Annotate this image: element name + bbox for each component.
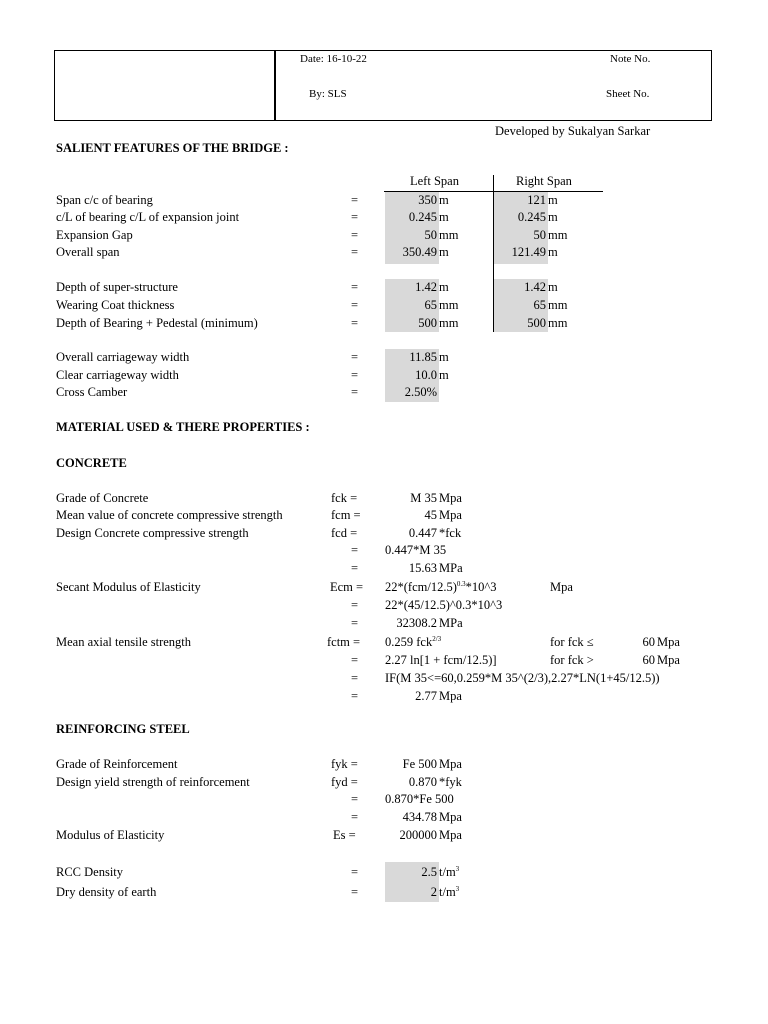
right-value: 121 bbox=[527, 193, 546, 207]
fyd-result: 434.78 bbox=[402, 810, 437, 824]
steel-title: REINFORCING STEEL bbox=[56, 722, 190, 736]
secant-eq-3: = bbox=[351, 616, 359, 630]
right-unit: m bbox=[548, 245, 558, 259]
row-label: Depth of Bearing + Pedestal (minimum) bbox=[56, 316, 258, 330]
grade-steel-unit: Mpa bbox=[439, 757, 462, 771]
grade-concrete-symbol: fck = bbox=[331, 491, 358, 505]
left-value: 11.85 bbox=[409, 350, 437, 364]
secant-formula-base: 22*(fcm/12.5) bbox=[385, 580, 457, 594]
right-value: 0.245 bbox=[517, 210, 546, 224]
left-value: 350 bbox=[418, 193, 437, 207]
row-eq: = bbox=[351, 193, 359, 207]
row-label: Expansion Gap bbox=[56, 228, 133, 242]
secant-result: 32308.2 bbox=[396, 616, 437, 630]
left-value: 0.245 bbox=[408, 210, 437, 224]
fyd-value: 0.870 bbox=[408, 775, 437, 789]
grade-steel-value: Fe 500 bbox=[402, 757, 437, 771]
left-unit: mm bbox=[439, 316, 459, 330]
secant-result-unit: MPa bbox=[439, 616, 463, 630]
tensile-limit-1-unit: Mpa bbox=[657, 635, 680, 649]
tensile-condition-2: for fck > bbox=[550, 653, 594, 667]
header-by: By: SLS bbox=[309, 88, 347, 100]
grade-steel-label: Grade of Reinforcement bbox=[56, 757, 178, 771]
fyd-expression: 0.870*Fe 500 bbox=[385, 792, 454, 806]
concrete-title: CONCRETE bbox=[56, 456, 127, 470]
secant-symbol: Ecm = bbox=[330, 580, 364, 594]
es-value: 200000 bbox=[399, 828, 437, 842]
grade-concrete-value: M 35 bbox=[410, 491, 437, 505]
tensile-limit-2-unit: Mpa bbox=[657, 653, 680, 667]
left-unit: mm bbox=[439, 228, 459, 242]
left-value: 10.0 bbox=[415, 368, 437, 382]
tensile-result-unit: Mpa bbox=[439, 689, 462, 703]
design-strength-unit: *fck bbox=[439, 526, 462, 540]
tensile-formula-1 bbox=[385, 635, 441, 650]
secant-formula-2: 22*(45/12.5)^0.3*10^3 bbox=[385, 598, 503, 612]
header-note-no: Note No. bbox=[610, 53, 651, 65]
grade-concrete-unit: Mpa bbox=[439, 491, 462, 505]
fyd-eq-2: = bbox=[351, 810, 359, 824]
fyd-unit: *fyk bbox=[439, 775, 462, 789]
right-value: 121.49 bbox=[511, 245, 546, 259]
left-unit: m bbox=[439, 245, 449, 259]
left-value: 65 bbox=[424, 298, 437, 312]
secant-label: Secant Modulus of Elasticity bbox=[56, 580, 201, 594]
tensile-condition-1: for fck ≤ bbox=[550, 635, 594, 649]
earth-density-label: Dry density of earth bbox=[56, 885, 157, 899]
fyd-label: Design yield strength of reinforcement bbox=[56, 775, 250, 789]
row-eq: = bbox=[351, 298, 359, 312]
fyd-result-unit: Mpa bbox=[439, 810, 462, 824]
header-sheet-no: Sheet No. bbox=[606, 88, 650, 100]
tensile-limit-2: 60 bbox=[642, 653, 655, 667]
left-unit: m bbox=[439, 193, 449, 207]
rcc-density-eq: = bbox=[351, 865, 359, 879]
left-value: 50 bbox=[424, 228, 437, 242]
left-unit: m bbox=[439, 368, 449, 382]
rcc-density-label: RCC Density bbox=[56, 865, 124, 879]
developer-credit: Developed by Sukalyan Sarkar bbox=[495, 124, 651, 138]
tensile-limit-1: 60 bbox=[642, 635, 655, 649]
design-strength-value: 0.447 bbox=[408, 526, 437, 540]
design-result-unit: MPa bbox=[439, 561, 463, 575]
row-label: Span c/c of bearing bbox=[56, 193, 153, 207]
row-label: Overall carriageway width bbox=[56, 350, 190, 364]
row-label: Cross Camber bbox=[56, 385, 128, 399]
es-unit: Mpa bbox=[439, 828, 462, 842]
tensile-symbol: fctm = bbox=[327, 635, 361, 649]
right-unit: m bbox=[548, 280, 558, 294]
row-eq: = bbox=[351, 245, 359, 259]
secant-unit: Mpa bbox=[550, 580, 573, 594]
tensile-formula-exponent: 2/3 bbox=[432, 634, 442, 643]
mean-strength-symbol: fcm = bbox=[331, 508, 361, 522]
right-unit: mm bbox=[548, 316, 568, 330]
fyd-eq-1: = bbox=[351, 792, 359, 806]
row-eq: = bbox=[351, 368, 359, 382]
header-date: Date: 16-10-22 bbox=[300, 53, 367, 65]
left-unit: m bbox=[439, 280, 449, 294]
design-strength-label: Design Concrete compressive strength bbox=[56, 526, 249, 540]
rcc-density-value: 2.5 bbox=[421, 865, 437, 879]
mean-strength-label: Mean value of concrete compressive strength bbox=[56, 508, 283, 522]
rcc-density-unit-exponent: 3 bbox=[455, 864, 460, 873]
tensile-formula-3: IF(M 35<=60,0.259*M 35^(2/3),2.27*LN(1+45/12.5)) bbox=[385, 671, 660, 685]
row-label: Wearing Coat thickness bbox=[56, 298, 175, 312]
tensile-result: 2.77 bbox=[415, 689, 437, 703]
grade-steel-symbol: fyk = bbox=[331, 757, 358, 771]
mean-strength-unit: Mpa bbox=[439, 508, 462, 522]
right-unit: m bbox=[548, 210, 558, 224]
row-label: c/L of bearing c/L of expansion joint bbox=[56, 210, 240, 224]
row-eq: = bbox=[351, 210, 359, 224]
es-label: Modulus of Elasticity bbox=[56, 828, 165, 842]
right-value: 1.42 bbox=[524, 280, 546, 294]
left-value: 500 bbox=[418, 316, 437, 330]
secant-eq-2: = bbox=[351, 598, 359, 612]
right-value: 500 bbox=[527, 316, 546, 330]
tensile-eq-3: = bbox=[351, 671, 359, 685]
design-eq-2: = bbox=[351, 561, 359, 575]
tensile-label: Mean axial tensile strength bbox=[56, 635, 192, 649]
es-symbol: Es = bbox=[333, 828, 356, 842]
row-eq: = bbox=[351, 280, 359, 294]
grade-concrete-label: Grade of Concrete bbox=[56, 491, 149, 505]
row-label: Overall span bbox=[56, 245, 120, 259]
design-expression: 0.447*M 35 bbox=[385, 543, 447, 557]
earth-density-unit-exponent: 3 bbox=[455, 884, 460, 893]
header-divider bbox=[274, 50, 276, 121]
tensile-eq-4: = bbox=[351, 689, 359, 703]
right-value: 50 bbox=[533, 228, 546, 242]
right-unit: mm bbox=[548, 298, 568, 312]
row-label: Depth of super-structure bbox=[56, 280, 178, 294]
left-value: 2.50% bbox=[404, 385, 437, 399]
right-unit: m bbox=[548, 193, 558, 207]
salient-title: SALIENT FEATURES OF THE BRIDGE : bbox=[56, 141, 289, 155]
right-unit: mm bbox=[548, 228, 568, 242]
rcc-density-unit-base: t/m bbox=[439, 865, 456, 879]
row-label: Clear carriageway width bbox=[56, 368, 179, 382]
tensile-eq-2: = bbox=[351, 653, 359, 667]
earth-density-unit bbox=[439, 885, 459, 900]
earth-density-unit-base: t/m bbox=[439, 885, 456, 899]
col-left-span: Left Span bbox=[410, 174, 459, 188]
secant-formula-1 bbox=[385, 580, 496, 595]
col-right-span: Right Span bbox=[516, 174, 572, 188]
design-strength-symbol: fcd = bbox=[331, 526, 358, 540]
mean-strength-value: 45 bbox=[424, 508, 437, 522]
secant-formula-exponent: 0.3 bbox=[456, 579, 466, 588]
material-title: MATERIAL USED & THERE PROPERTIES : bbox=[56, 420, 310, 434]
left-value: 1.42 bbox=[415, 280, 437, 294]
tensile-formula-2: 2.27 ln[1 + fcm/12.5)] bbox=[385, 653, 497, 667]
left-unit: m bbox=[439, 210, 449, 224]
row-eq: = bbox=[351, 228, 359, 242]
design-result: 15.63 bbox=[408, 561, 437, 575]
fyd-symbol: fyd = bbox=[331, 775, 358, 789]
left-unit: mm bbox=[439, 298, 459, 312]
left-unit: m bbox=[439, 350, 449, 364]
row-eq: = bbox=[351, 316, 359, 330]
secant-formula-tail: *10^3 bbox=[465, 580, 497, 594]
earth-density-value: 2 bbox=[430, 885, 437, 899]
left-value: 350.49 bbox=[402, 245, 437, 259]
right-value: 65 bbox=[533, 298, 546, 312]
row-eq: = bbox=[351, 350, 359, 364]
row-eq: = bbox=[351, 385, 359, 399]
tensile-formula-base: 0.259 fck bbox=[385, 635, 433, 649]
design-eq-1: = bbox=[351, 543, 359, 557]
rcc-density-unit bbox=[439, 865, 459, 880]
earth-density-eq: = bbox=[351, 885, 359, 899]
